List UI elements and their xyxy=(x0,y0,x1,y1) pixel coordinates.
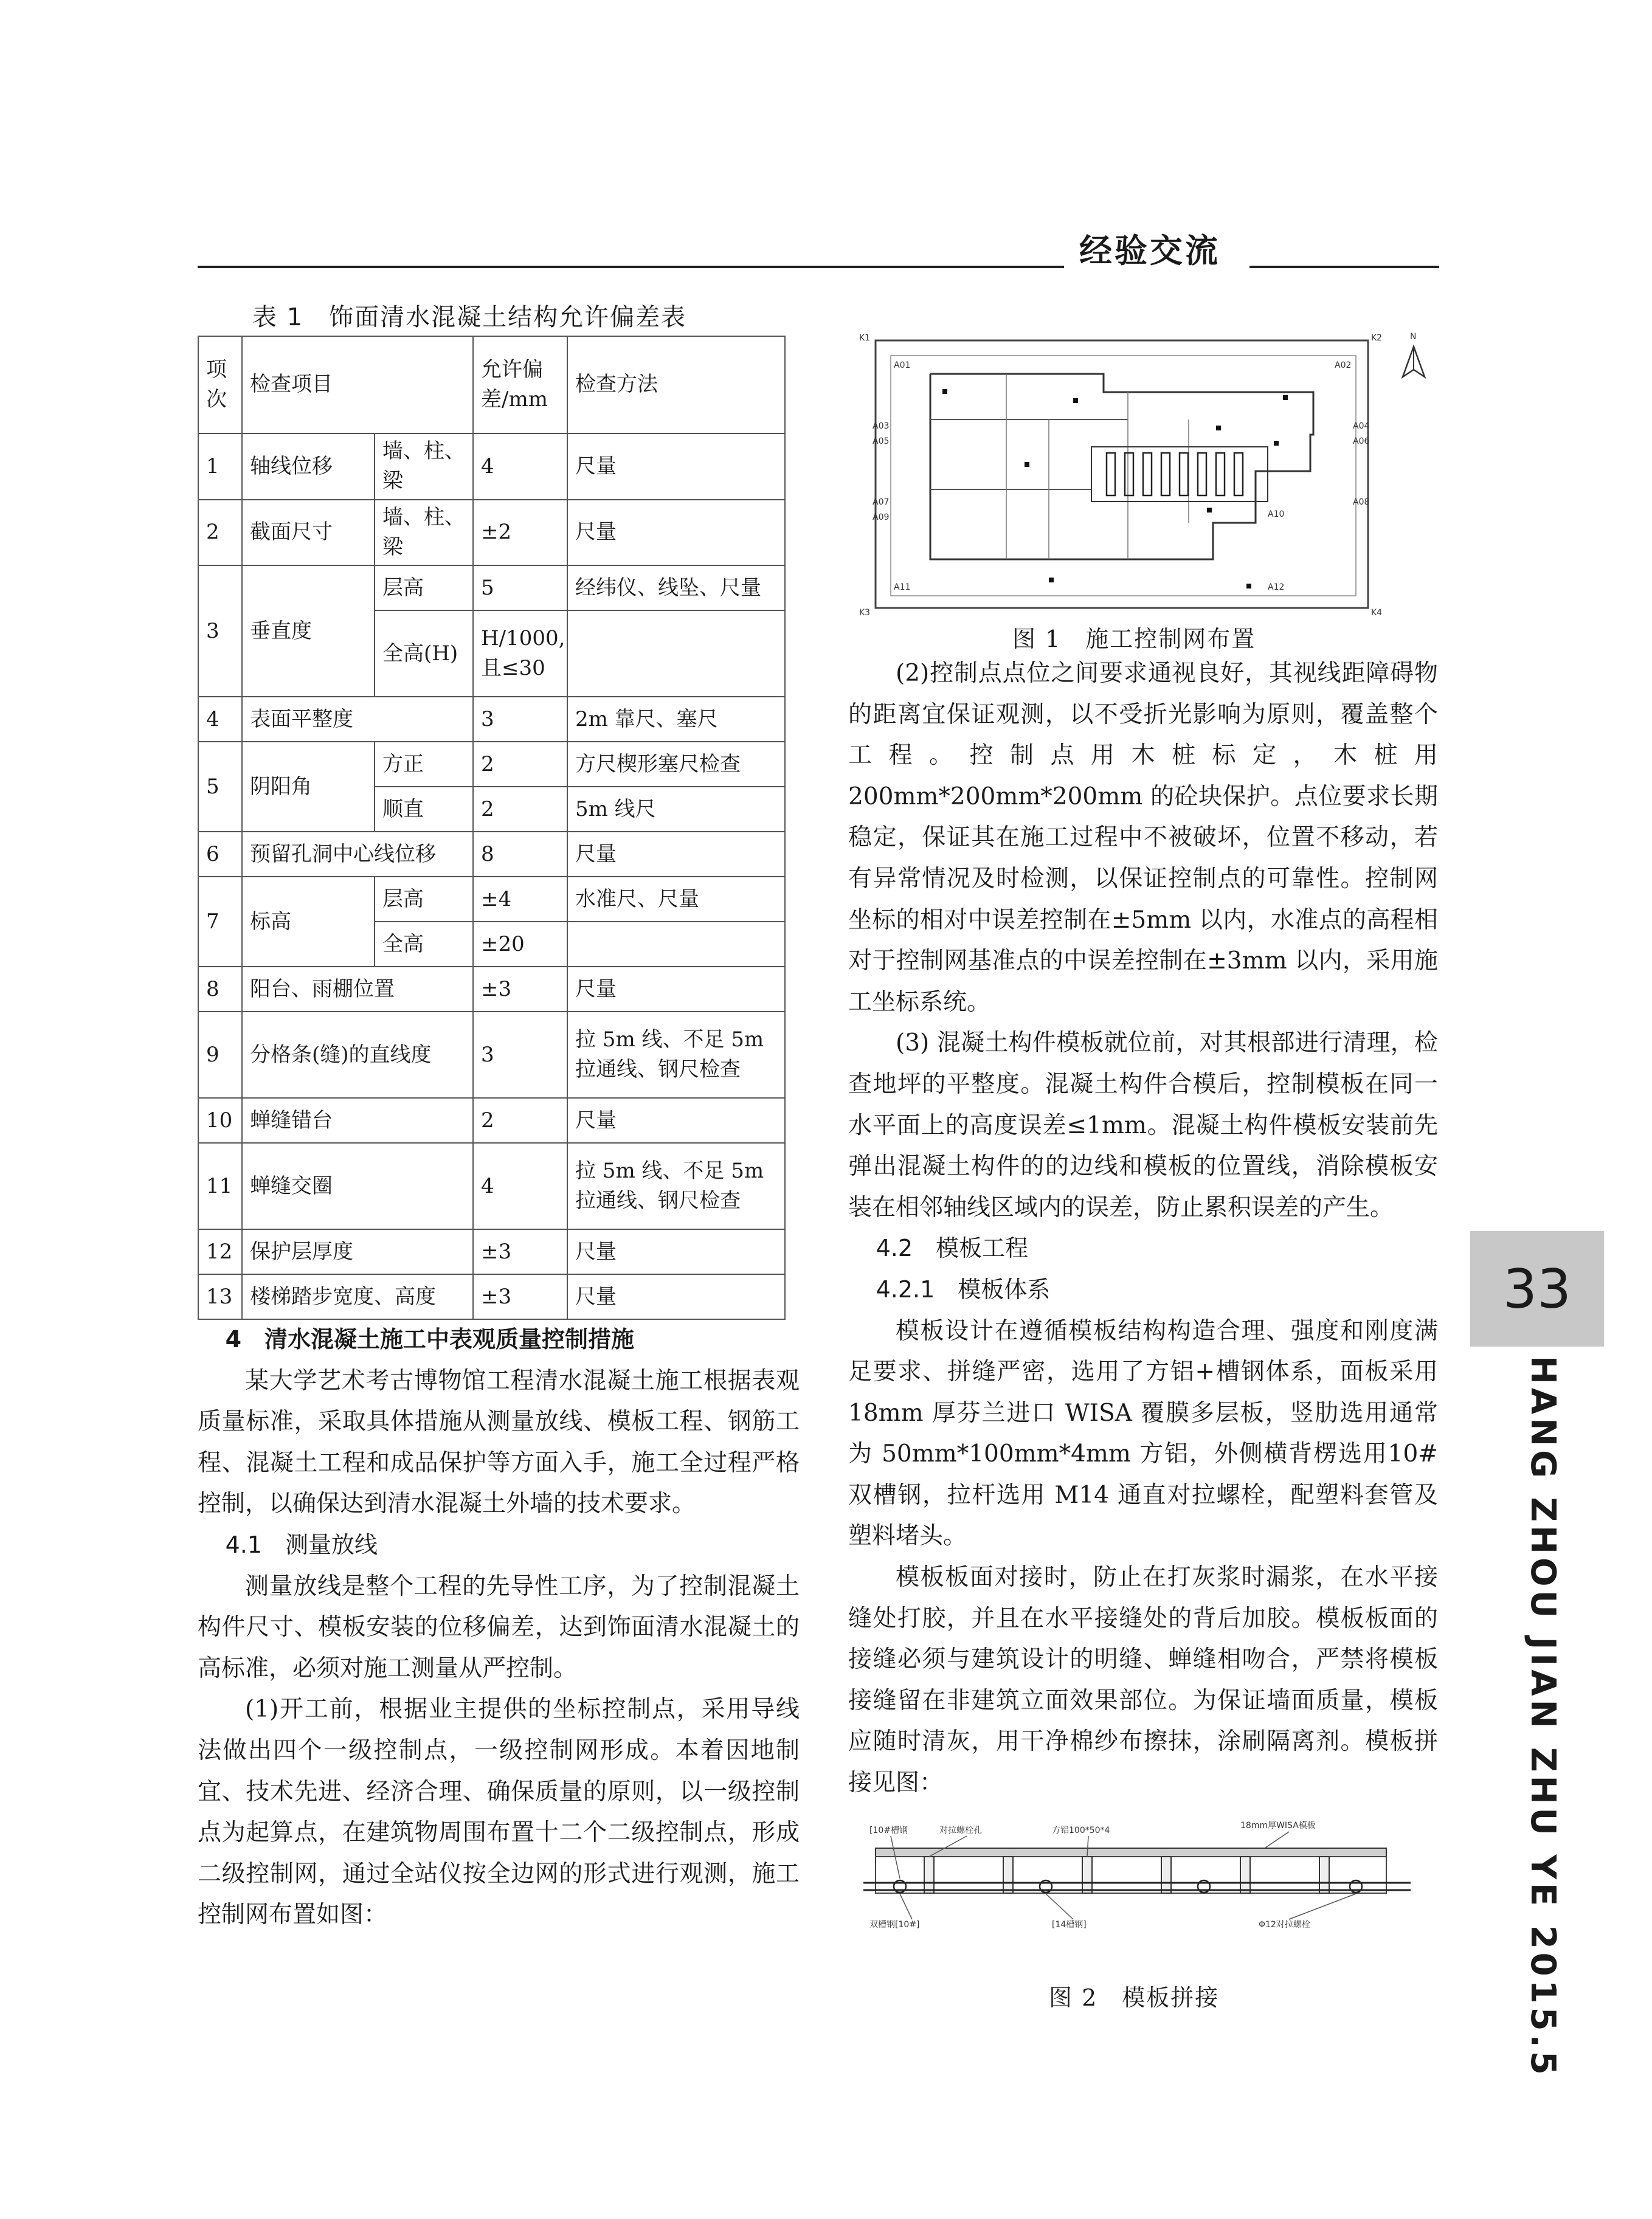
cell-no: 8 xyxy=(198,967,242,1012)
paragraph: (2)控制点点位之间要求通视良好，其视线距障碍物的距离宜保证观测，以不受折光影响为原则，覆盖整个工程。控制点用木桩标定，木桩用200mm*200mm*200mm 的砼块保护。点位要求长期稳定，保证其在施工过程中不被破坏，位置不移动，若有异常情况及时检测，以保证控制点的可靠性。控制网坐标的相对中误差控制在±5mm 以内，水准点的高程相对于控制网基准点的中误差控制在±3mm 以内，采用施工坐标系统。 xyxy=(848,660,1438,1016)
cell-item: 轴线位移 xyxy=(242,433,375,500)
cell-method: 尺量 xyxy=(567,500,785,566)
label-a10: A10 xyxy=(1268,509,1285,519)
cell-sub: 方正 xyxy=(375,742,473,787)
cell-method: 尺量 xyxy=(567,433,785,500)
label-a06: A06 xyxy=(1353,437,1370,446)
label-a08: A08 xyxy=(1353,497,1370,507)
cell-item: 预留孔洞中心线位移 xyxy=(242,832,473,877)
table-row xyxy=(198,565,785,610)
label-a12: A12 xyxy=(1268,582,1285,592)
cell-no: 13 xyxy=(198,1274,242,1319)
cell-tolerance: 4 xyxy=(473,433,567,500)
cell-method: 5m 线尺 xyxy=(567,787,785,832)
cell-no: 9 xyxy=(198,1012,242,1098)
label-a02: A02 xyxy=(1335,361,1352,370)
cell-tolerance: 4 xyxy=(473,1143,567,1229)
label-wisa-board: 18mm厚WISA模板 xyxy=(1240,1821,1316,1831)
cell-no: 1 xyxy=(198,433,242,500)
cell-no: 11 xyxy=(198,1143,242,1229)
label-tie-hole: 对拉螺栓孔 xyxy=(939,1826,982,1835)
label-a04: A04 xyxy=(1353,421,1370,431)
cell-item: 阴阳角 xyxy=(242,742,375,832)
subsection-heading-4-2: 4.2 模板工程 xyxy=(876,1235,1029,1262)
table-row xyxy=(198,1143,785,1229)
section-label: 经验交流 xyxy=(1079,232,1220,270)
label-a09: A09 xyxy=(873,512,890,522)
label-channel-14: [14槽钢] xyxy=(1052,1920,1087,1930)
cell-tolerance: ±4 xyxy=(473,877,567,922)
figure-2-caption: 图 2 模板拼接 xyxy=(1049,1984,1220,2011)
figure-1-control-network xyxy=(848,316,1444,620)
cell-tolerance: ±3 xyxy=(473,1229,567,1274)
cell-method: 尺量 xyxy=(567,832,785,877)
control-network-drawing xyxy=(848,316,1444,620)
cell-tolerance: ±2 xyxy=(473,500,567,566)
cell-no: 2 xyxy=(198,500,242,566)
cell-method: 拉 5m 线、不足 5m 拉通线、钢尺检查 xyxy=(567,1012,785,1098)
cell-method: 方尺楔形塞尺检查 xyxy=(567,742,785,787)
label-double-channel: 双槽钢[10#] xyxy=(869,1920,920,1930)
cell-method: 2m 靠尺、塞尺 xyxy=(567,697,785,742)
cell-no: 5 xyxy=(198,742,242,832)
cell-no: 7 xyxy=(198,877,242,967)
table-row xyxy=(198,832,785,877)
left-column-text xyxy=(198,1319,800,1936)
cell-tolerance: 8 xyxy=(473,832,567,877)
cell-item: 标高 xyxy=(242,877,375,967)
cell-no: 10 xyxy=(198,1098,242,1143)
paragraph: (3) 混凝土构件模板就位前，对其根部进行清理，检查地坪的平整度。混凝土构件合模后，控制模板在同一水平面上的高度误差≤1mm。混凝土构件模板安装前先弹出混凝土构件的的边线和模板的位置线，消除模板安装在相邻轴线区域内的误差，防止累积误差的产生。 xyxy=(848,1029,1438,1221)
figure-2-formwork-splicing xyxy=(863,1815,1423,1942)
cell-tolerance: ±3 xyxy=(473,967,567,1012)
label-a03: A03 xyxy=(873,421,890,431)
cell-tolerance: 3 xyxy=(473,1012,567,1098)
cell-tolerance: ±20 xyxy=(473,922,567,967)
figure-1-caption: 图 1 施工控制网布置 xyxy=(1012,626,1256,652)
cell-method: 尺量 xyxy=(567,1229,785,1274)
cell-sub: 层高 xyxy=(375,565,473,610)
cell-item: 表面平整度 xyxy=(242,697,473,742)
cell-sub: 全高(H) xyxy=(375,610,473,697)
cell-tolerance: 2 xyxy=(473,1098,567,1143)
table-row xyxy=(198,1098,785,1143)
table-row xyxy=(198,1274,785,1319)
table-row xyxy=(198,1012,785,1098)
journal-vertical-title: HANG ZHOU JIAN ZHU YE 2015.5 xyxy=(1523,1356,1563,2079)
page-number-tab: 33 xyxy=(1470,1231,1604,1347)
cell-item: 楼梯踏步宽度、高度 xyxy=(242,1274,473,1319)
label-a07: A07 xyxy=(873,497,890,507)
label-a05: A05 xyxy=(873,437,890,446)
cell-method xyxy=(567,610,785,697)
cell-item: 阳台、雨棚位置 xyxy=(242,967,473,1012)
cell-sub: 顺直 xyxy=(375,787,473,832)
label-k2: K2 xyxy=(1371,333,1383,343)
cell-sub: 墙、柱、梁 xyxy=(375,433,473,500)
table-row xyxy=(198,500,785,566)
table-row xyxy=(198,697,785,742)
paragraph: 测量放线是整个工程的先导性工序，为了控制混凝土构件尺寸、模板安装的位移偏差，达到饰面清水混凝土的高标准，必须对施工测量从严控制。 xyxy=(198,1572,800,1682)
header-item: 检查项目 xyxy=(242,336,473,433)
cell-tolerance: H/1000,且≤30 xyxy=(473,610,567,697)
header-tolerance: 允许偏差/mm xyxy=(473,336,567,433)
label-k4: K4 xyxy=(1371,608,1383,618)
deviation-table xyxy=(198,336,786,1320)
section-heading-4: 4 清水混凝土施工中表观质量控制措施 xyxy=(225,1326,635,1353)
table-header-row xyxy=(198,336,785,433)
label-k1: K1 xyxy=(859,333,871,343)
subsection-heading-4-2-1: 4.2.1 模板体系 xyxy=(876,1275,1051,1303)
header-method: 检查方法 xyxy=(567,336,785,433)
paragraph: 模板设计在遵循模板结构构造合理、强度和刚度满足要求、拼缝严密，选用了方铝+槽钢体系，面板采用 18mm 厚芬兰进口 WISA 覆膜多层板，竖肋选用通常为 50mm*100mm*4mm 方铝，外侧横背楞选用10# 双槽钢，拉杆选用 M14 通直对拉螺栓，配塑料套管及塑料堵头。 xyxy=(848,1317,1438,1550)
label-channel-10: [10#槽钢 xyxy=(869,1826,908,1835)
subsection-heading-4-1: 4.1 测量放线 xyxy=(225,1531,378,1558)
cell-tolerance: 3 xyxy=(473,697,567,742)
cell-item: 垂直度 xyxy=(242,565,375,697)
north-label: N xyxy=(1410,332,1417,342)
cell-item: 分格条(缝)的直线度 xyxy=(242,1012,473,1098)
cell-no: 4 xyxy=(198,697,242,742)
label-a01: A01 xyxy=(894,361,911,370)
header-no: 项次 xyxy=(198,336,242,433)
cell-item: 截面尺寸 xyxy=(242,500,375,566)
header-rule-left xyxy=(198,266,1064,268)
cell-no: 3 xyxy=(198,565,242,697)
cell-tolerance: 5 xyxy=(473,565,567,610)
cell-item: 蝉缝错台 xyxy=(242,1098,473,1143)
cell-method: 尺量 xyxy=(567,1274,785,1319)
label-tie-bolt: Φ12对拉螺栓 xyxy=(1259,1920,1310,1930)
table-title: 表 1 饰面清水混凝土结构允许偏差表 xyxy=(252,303,687,331)
label-aluminium: 方铝100*50*4 xyxy=(1052,1826,1110,1835)
table-row xyxy=(198,742,785,787)
table-row xyxy=(198,433,785,500)
header-rule-right xyxy=(1249,266,1439,268)
cell-no: 6 xyxy=(198,832,242,877)
table-row xyxy=(198,967,785,1012)
cell-method xyxy=(567,922,785,967)
cell-tolerance: ±3 xyxy=(473,1274,567,1319)
cell-sub: 墙、柱、梁 xyxy=(375,500,473,566)
table-row xyxy=(198,1229,785,1274)
cell-no: 12 xyxy=(198,1229,242,1274)
cell-item: 保护层厚度 xyxy=(242,1229,473,1274)
paragraph: 模板板面对接时，防止在打灰浆时漏浆，在水平接缝处打胶，并且在水平接缝处的背后加胶。模板板面的接缝必须与建筑设计的明缝、蝉缝相吻合，严禁将模板接缝留在非建筑立面效果部位。为保证墙面质量，模板应随时清灰，用干净棉纱布擦抹，涂刷隔离剂。模板拼接见图： xyxy=(848,1564,1438,1797)
cell-method: 拉 5m 线、不足 5m 拉通线、钢尺检查 xyxy=(567,1143,785,1229)
cell-method: 水准尺、尺量 xyxy=(567,877,785,922)
table-row xyxy=(198,877,785,922)
paragraph: (1)开工前，根据业主提供的坐标控制点，采用导线法做出四个一级控制点，一级控制网形成。本着因地制宜、技术先进、经济合理、确保质量的原则，以一级控制点为起算点，在建筑物周围布置十二个二级控制点，形成二级控制网，通过全站仪按全边网的形式进行观测，施工控制网布置如图： xyxy=(198,1696,800,1929)
cell-sub: 层高 xyxy=(375,877,473,922)
cell-method: 尺量 xyxy=(567,1098,785,1143)
cell-tolerance: 2 xyxy=(473,742,567,787)
cell-sub: 全高 xyxy=(375,922,473,967)
cell-method: 经纬仪、线坠、尺量 xyxy=(567,565,785,610)
north-arrow-icon xyxy=(1403,332,1425,377)
label-a11: A11 xyxy=(894,582,911,592)
cell-item: 蝉缝交圈 xyxy=(242,1143,473,1229)
cell-method: 尺量 xyxy=(567,967,785,1012)
label-k3: K3 xyxy=(859,608,871,618)
formwork-splicing-drawing xyxy=(863,1815,1423,1942)
cell-tolerance: 2 xyxy=(473,787,567,832)
right-column-text xyxy=(848,653,1438,1804)
paragraph: 某大学艺术考古博物馆工程清水混凝土施工根据表观质量标准，采取具体措施从测量放线、模板工程、钢筋工程、混凝土工程和成品保护等方面入手，施工全过程严格控制，以确保达到清水混凝土外墙的技术要求。 xyxy=(198,1367,800,1518)
